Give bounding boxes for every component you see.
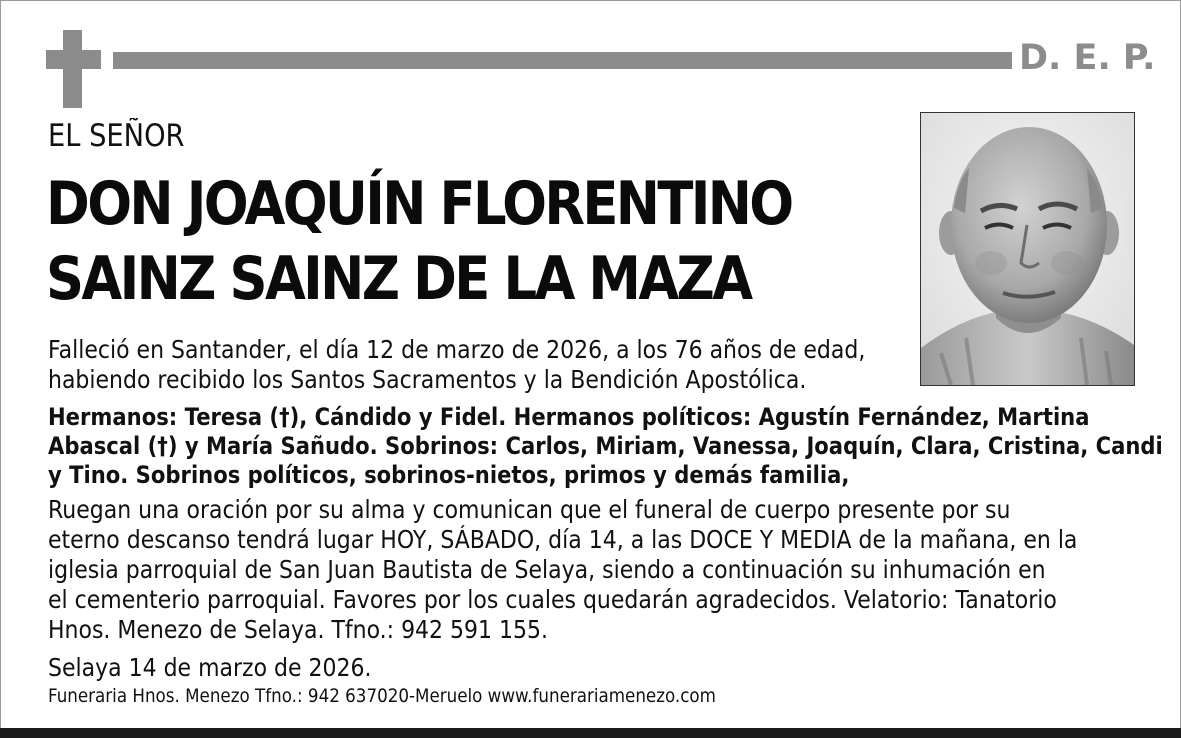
family-line-3: y Tino. Sobrinos políticos, sobrinos-nietos, primos y demás familia, [48,461,850,489]
death-notice-line-1: Falleció en Santander, el día 12 de marzo de 2026, a los 76 años de edad, [48,335,866,364]
family-line-1: Hermanos: Teresa (†), Cándido y Fidel. Hermanos políticos: Agustín Fernández, Martina [48,403,1090,431]
dep-label: D. E. P. [1019,38,1156,78]
service-line-3: iglesia parroquial de San Juan Bautista de Selaya, siendo a continuación su inhumación en [48,555,1046,584]
funeral-home-info: Funeraria Hnos. Menezo Tfno.: 942 637020-Meruelo www.funerariamenezo.com [48,685,716,707]
honorific: EL SEÑOR [48,118,185,154]
deceased-name-line-2: SAINZ SAINZ DE LA MAZA [46,244,751,314]
portrait-photo [920,112,1135,386]
cross-icon [46,30,101,108]
service-line-4: el cementerio parroquial. Favores por los cuales quedarán agradecidos. Velatorio: Tanatorio [48,585,1057,614]
deceased-name-line-1: DON JOAQUÍN FLORENTINO [46,169,792,239]
service-line-1: Ruegan una oración por su alma y comunican que el funeral de cuerpo presente por su [48,495,1011,524]
death-notice-line-2: habiendo recibido los Santos Sacramentos y la Bendición Apostólica. [48,365,807,394]
bottom-rule [0,728,1181,738]
service-line-5: Hnos. Menezo de Selaya. Tfno.: 942 591 155. [48,615,549,644]
header-rule [113,52,1012,69]
date-place: Selaya 14 de marzo de 2026. [48,653,372,682]
service-line-2: eterno descanso tendrá lugar HOY, SÁBADO, día 14, a las DOCE Y MEDIA de la mañana, en la [48,525,1078,554]
family-line-2: Abascal (†) y María Sañudo. Sobrinos: Carlos, Miriam, Vanessa, Joaquín, Clara, Cristina, Candi [48,432,1163,460]
